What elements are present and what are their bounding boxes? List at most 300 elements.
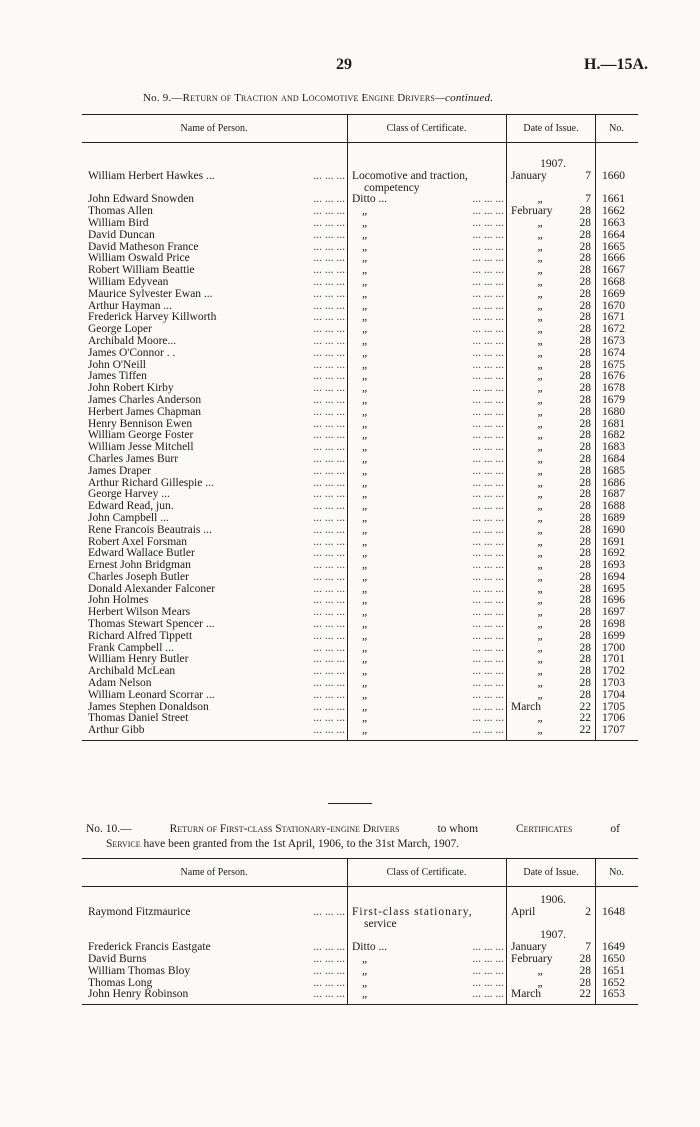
col-class-header: Class of Certificate. <box>348 859 507 887</box>
day-cell: 28 <box>579 370 591 383</box>
month-cell: „ <box>507 560 570 572</box>
leader-dots: ... ... ... <box>472 275 504 288</box>
leader-dots: ... ... ... <box>313 311 345 324</box>
number-cell: 1653 <box>596 989 639 1001</box>
leader-dots: ... ... ... <box>313 511 345 524</box>
person-name: John Holmes <box>88 594 149 607</box>
person-name: George Loper <box>88 323 152 336</box>
name-cell <box>82 525 348 537</box>
certificate-class-line1: Locomotive and traction, <box>352 169 468 182</box>
person-name: Thomas Long <box>88 976 153 989</box>
leader-dots: ... ... ... <box>472 653 504 666</box>
name-cell <box>82 513 348 525</box>
number-cell: 1665 <box>596 242 639 254</box>
leader-dots: ... ... ... <box>313 346 345 359</box>
leader-dots: ... ... ... <box>472 441 504 454</box>
leader-dots: ... ... ... <box>472 712 504 725</box>
number-cell: 1681 <box>596 419 639 431</box>
rule-cell <box>569 737 596 741</box>
page-number: 29 <box>336 56 352 73</box>
leader-dots: ... ... ... <box>313 264 345 277</box>
number-cell: 1676 <box>596 371 639 383</box>
month-cell: „ <box>507 324 570 336</box>
month-cell: „ <box>507 654 570 666</box>
person-name: David Duncan <box>88 228 155 241</box>
leader-dots: ... ... ... <box>313 653 345 666</box>
month-cell: „ <box>507 277 570 289</box>
month-cell: „ <box>507 395 570 407</box>
month-cell: „ <box>507 360 570 372</box>
leader-dots: ... ... ... <box>313 252 345 265</box>
person-name: John Campbell ... <box>88 511 169 524</box>
person-name: James Charles Anderson <box>88 393 202 406</box>
day-cell: 28 <box>579 559 591 572</box>
leader-dots: ... ... ... <box>472 216 504 229</box>
name-line <box>88 230 347 242</box>
rule-cell <box>82 737 348 741</box>
day-cell: 28 <box>579 594 591 607</box>
table10-body <box>82 887 638 1005</box>
person-name: William Jesse Mitchell <box>88 441 194 454</box>
number-cell: 1679 <box>596 395 639 407</box>
month-cell: „ <box>507 230 570 242</box>
table-row <box>82 725 638 737</box>
table-row <box>82 194 638 206</box>
person-name: Rene Francois Beautrais ... <box>88 523 212 536</box>
number-cell: 1670 <box>596 301 639 313</box>
day-cell: 22 <box>579 988 591 1001</box>
month-cell: „ <box>507 312 570 324</box>
month-cell: January <box>507 171 570 195</box>
number-cell: 1707 <box>596 725 639 737</box>
name-cell <box>82 348 348 360</box>
leader-dots: ... ... ... <box>313 299 345 312</box>
month-cell: „ <box>507 383 570 395</box>
day-cell: 28 <box>579 275 591 288</box>
month-cell: „ <box>507 265 570 277</box>
number-cell: 1699 <box>596 631 639 643</box>
person-name: David Matheson France <box>88 240 199 253</box>
table-row <box>82 954 638 966</box>
name-line <box>88 954 347 966</box>
certificate-class: „ <box>362 488 368 501</box>
table10-header-row <box>82 859 638 887</box>
name-line <box>88 525 347 537</box>
day-cell: 28 <box>579 311 591 324</box>
class-line <box>352 525 506 537</box>
person-name: Robert Axel Forsman <box>88 535 188 548</box>
number-cell: 1672 <box>596 324 639 336</box>
class-cell <box>348 513 507 525</box>
number-cell: 1667 <box>596 265 639 277</box>
number-cell: 1702 <box>596 666 639 678</box>
leader-dots: ... ... ... <box>313 559 345 572</box>
month-cell: „ <box>507 595 570 607</box>
leader-dots: ... ... ... <box>472 311 504 324</box>
name-line <box>88 407 347 419</box>
leader-dots: ... ... ... <box>313 582 345 595</box>
certificate-class: „ <box>362 370 368 383</box>
leader-dots: ... ... ... <box>313 941 345 954</box>
section-divider <box>328 803 372 804</box>
person-name: Archibald McLean <box>88 665 176 678</box>
month-cell: „ <box>507 501 570 513</box>
leader-dots: ... ... ... <box>472 382 504 395</box>
class-line <box>352 395 506 407</box>
leader-dots: ... ... ... <box>313 629 345 642</box>
leader-dots: ... ... ... <box>472 941 504 954</box>
class-line <box>352 725 506 737</box>
person-name: Maurice Sylvester Ewan ... <box>88 287 213 300</box>
leader-dots: ... ... ... <box>472 688 504 701</box>
certificate-class: „ <box>362 264 368 277</box>
person-name: James Tiffen <box>88 370 147 383</box>
month-cell: „ <box>507 631 570 643</box>
class-cell <box>348 289 507 301</box>
month-cell: „ <box>507 978 570 990</box>
day-cell: 28 <box>579 358 591 371</box>
person-name: Archibald Moore... <box>88 334 177 347</box>
class-line <box>352 989 506 1001</box>
day-cell: 22 <box>579 700 591 713</box>
class-cell <box>348 631 507 643</box>
table10-heading-title: Return of First-class Stationary-engine Drivers <box>169 823 400 835</box>
person-name: Arthur Richard Gillespie ... <box>88 476 214 489</box>
month-cell: „ <box>507 607 570 619</box>
person-name: Charles James Burr <box>88 452 179 465</box>
certificate-class: „ <box>362 606 368 619</box>
leader-dots: ... ... ... <box>472 523 504 536</box>
table-row <box>82 989 638 1001</box>
person-name: Arthur Gibb <box>88 724 145 737</box>
leader-dots: ... ... ... <box>472 476 504 489</box>
leader-dots: ... ... ... <box>313 535 345 548</box>
leader-dots: ... ... ... <box>313 547 345 560</box>
certificate-class: „ <box>362 216 368 229</box>
number-cell: 1662 <box>596 206 639 218</box>
leader-dots: ... ... ... <box>472 228 504 241</box>
leader-dots: ... ... ... <box>313 988 345 1001</box>
table-bottom-rule <box>82 1001 638 1005</box>
day-cell: 28 <box>579 264 591 277</box>
certificate-class: „ <box>362 346 368 359</box>
day-cell: 28 <box>579 417 591 430</box>
leader-dots: ... ... ... <box>313 452 345 465</box>
leader-dots: ... ... ... <box>313 334 345 347</box>
leader-dots: ... ... ... <box>472 700 504 713</box>
class-line <box>352 690 506 702</box>
person-name: Frederick Francis Eastgate <box>88 941 211 954</box>
class-cell <box>348 954 507 966</box>
number-cell: 1706 <box>596 713 639 725</box>
certificate-class: Ditto ... <box>352 941 388 954</box>
certificate-class: „ <box>362 964 368 977</box>
table-row <box>82 360 638 372</box>
certificate-class: „ <box>362 464 368 477</box>
name-line <box>88 277 347 289</box>
number-cell: 1673 <box>596 336 639 348</box>
leader-dots: ... ... ... <box>472 641 504 654</box>
table-row <box>82 348 638 360</box>
table-row <box>82 513 638 525</box>
table10-heading-of: of <box>610 823 620 835</box>
month-cell: „ <box>507 966 570 978</box>
name-line <box>88 395 347 407</box>
class-cell <box>348 725 507 737</box>
table10-heading-to-whom: to whom <box>437 823 479 835</box>
leader-dots: ... ... ... <box>472 511 504 524</box>
leader-dots: ... ... ... <box>313 393 345 406</box>
certificate-class: „ <box>362 240 368 253</box>
name-line <box>88 989 347 1001</box>
person-name: Donald Alexander Falconer <box>88 582 216 595</box>
number-cell: 1685 <box>596 466 639 478</box>
number-cell: 1691 <box>596 537 639 549</box>
day-cell: 28 <box>579 629 591 642</box>
class-cell <box>348 572 507 584</box>
name-cell <box>82 289 348 301</box>
month-cell: March <box>507 702 570 714</box>
name-line <box>88 631 347 643</box>
certificate-class: „ <box>362 311 368 324</box>
certificate-class: „ <box>362 712 368 725</box>
person-name: John Edward Snowden <box>88 193 195 206</box>
number-cell: 1705 <box>596 702 639 714</box>
day-cell: 28 <box>579 382 591 395</box>
table-row <box>82 454 638 466</box>
day-cell: 28 <box>579 511 591 524</box>
leader-dots: ... ... ... <box>313 724 345 737</box>
person-name: James Draper <box>88 464 151 477</box>
number-cell: 1666 <box>596 253 639 265</box>
class-cell <box>348 907 507 931</box>
number-cell: 1652 <box>596 978 639 990</box>
name-cell <box>82 690 348 702</box>
month-cell: „ <box>507 525 570 537</box>
class-line <box>352 289 506 301</box>
class-cell <box>348 407 507 419</box>
rule-cell <box>348 1001 507 1005</box>
month-cell: „ <box>507 537 570 549</box>
name-line <box>88 966 347 978</box>
leader-dots: ... ... ... <box>313 429 345 442</box>
day-cell: 28 <box>579 216 591 229</box>
name-cell <box>82 989 348 1001</box>
name-cell <box>82 631 348 643</box>
table-row <box>82 289 638 301</box>
certificate-class: „ <box>362 500 368 513</box>
certificate-class: „ <box>362 641 368 654</box>
day-cell: 28 <box>579 582 591 595</box>
month-cell: „ <box>507 371 570 383</box>
person-name: William Henry Butler <box>88 653 189 666</box>
leader-dots: ... ... ... <box>313 216 345 229</box>
certificate-class-line2: service <box>364 917 397 930</box>
table-row <box>82 713 638 725</box>
name-cell <box>82 725 348 737</box>
leader-dots: ... ... ... <box>472 264 504 277</box>
month-cell: „ <box>507 489 570 501</box>
certificate-class: „ <box>362 334 368 347</box>
number-cell: 1692 <box>596 548 639 560</box>
leader-dots: ... ... ... <box>472 452 504 465</box>
month-cell: „ <box>507 442 570 454</box>
number-cell: 1687 <box>596 489 639 501</box>
leader-dots: ... ... ... <box>472 964 504 977</box>
table-row <box>82 230 638 242</box>
leader-dots: ... ... ... <box>472 287 504 300</box>
leader-dots: ... ... ... <box>313 488 345 501</box>
person-name: Edward Read, jun. <box>88 500 174 513</box>
table-row <box>82 966 638 978</box>
leader-dots: ... ... ... <box>472 547 504 560</box>
leader-dots: ... ... ... <box>472 417 504 430</box>
leader-dots: ... ... ... <box>472 393 504 406</box>
class-cell <box>348 466 507 478</box>
col-name-header: Name of Person. <box>82 859 348 887</box>
name-line <box>88 171 347 183</box>
person-name: Robert William Beattie <box>88 264 195 277</box>
person-name: Adam Nelson <box>88 677 152 690</box>
leader-dots: ... ... ... <box>313 700 345 713</box>
leader-dots: ... ... ... <box>472 582 504 595</box>
certificate-class: „ <box>362 205 368 218</box>
certificate-class: „ <box>362 547 368 560</box>
person-name: John Robert Kirby <box>88 382 174 395</box>
leader-dots: ... ... ... <box>472 358 504 371</box>
leader-dots: ... ... ... <box>313 641 345 654</box>
day-cell: 28 <box>579 464 591 477</box>
certificate-class: „ <box>362 976 368 989</box>
certificate-class: „ <box>362 228 368 241</box>
month-cell: „ <box>507 454 570 466</box>
table10-heading <box>86 822 620 852</box>
name-line <box>88 907 347 919</box>
number-cell: 1663 <box>596 218 639 230</box>
number-cell: 1668 <box>596 277 639 289</box>
table9-heading-title: Return of Traction and Locomotive Engine Drivers <box>182 92 436 104</box>
certificate-class: Ditto ... <box>352 193 388 206</box>
leader-dots: ... ... ... <box>313 976 345 989</box>
leader-dots: ... ... ... <box>472 618 504 631</box>
month-cell: „ <box>507 242 570 254</box>
table-row <box>82 277 638 289</box>
leader-dots: ... ... ... <box>472 535 504 548</box>
class-cell <box>348 336 507 348</box>
class-cell <box>348 525 507 537</box>
number-cell: 1684 <box>596 454 639 466</box>
page-code: H.—15A. <box>584 56 648 73</box>
certificate-class: „ <box>362 252 368 265</box>
person-name: Richard Alfred Tippett <box>88 629 193 642</box>
person-name: William Edyvean <box>88 275 169 288</box>
name-line <box>88 336 347 348</box>
class-cell <box>348 218 507 230</box>
leader-dots: ... ... ... <box>313 952 345 965</box>
month-cell: „ <box>507 348 570 360</box>
certificate-class: „ <box>362 988 368 1001</box>
col-date-header: Date of Issue. <box>507 115 596 143</box>
table-row <box>82 572 638 584</box>
leader-dots: ... ... ... <box>313 594 345 607</box>
number-cell: 1682 <box>596 430 639 442</box>
certificate-class-line1: First-class stationary, <box>352 905 473 918</box>
table-row <box>82 407 638 419</box>
day-cell: 28 <box>579 653 591 666</box>
certificate-class: „ <box>362 582 368 595</box>
month-cell: „ <box>507 666 570 678</box>
leader-dots: ... ... ... <box>313 905 345 918</box>
month-cell: January <box>507 942 570 954</box>
name-cell <box>82 466 348 478</box>
day-cell: 28 <box>579 299 591 312</box>
certificate-class: „ <box>362 629 368 642</box>
leader-dots: ... ... ... <box>313 417 345 430</box>
class-line <box>352 966 506 978</box>
table-row <box>82 218 638 230</box>
person-name: Ernest John Bridgman <box>88 559 191 572</box>
leader-dots: ... ... ... <box>472 724 504 737</box>
rule-cell <box>82 1001 348 1005</box>
certificate-class: „ <box>362 429 368 442</box>
table-row <box>82 206 638 218</box>
table-row <box>82 584 638 596</box>
table-row <box>82 690 638 702</box>
name-cell <box>82 218 348 230</box>
year-label: 1907. <box>507 159 596 171</box>
leader-dots: ... ... ... <box>472 976 504 989</box>
leader-dots: ... ... ... <box>472 205 504 218</box>
class-line <box>352 513 506 525</box>
day-cell: 28 <box>579 252 591 265</box>
number-cell: 1683 <box>596 442 639 454</box>
person-name: William George Foster <box>88 429 194 442</box>
certificate-class: „ <box>362 535 368 548</box>
month-cell: „ <box>507 419 570 431</box>
month-cell: „ <box>507 301 570 313</box>
person-name: William Oswald Price <box>88 252 190 265</box>
leader-dots: ... ... ... <box>472 629 504 642</box>
number-cell: 1675 <box>596 360 639 372</box>
year-label: 1906. <box>507 895 596 907</box>
person-name: James Stephen Donaldson <box>88 700 209 713</box>
leader-dots: ... ... ... <box>313 464 345 477</box>
month-cell: „ <box>507 713 570 725</box>
person-name: William Herbert Hawkes ... <box>88 169 215 182</box>
number-cell: 1703 <box>596 678 639 690</box>
name-cell <box>82 336 348 348</box>
number-cell: 1694 <box>596 572 639 584</box>
month-cell: „ <box>507 725 570 737</box>
leader-dots: ... ... ... <box>313 476 345 489</box>
number-cell: 1696 <box>596 595 639 607</box>
person-name: Henry Bennison Ewen <box>88 417 193 430</box>
month-cell: „ <box>507 218 570 230</box>
certificate-class: „ <box>362 952 368 965</box>
leader-dots: ... ... ... <box>313 287 345 300</box>
leader-dots: ... ... ... <box>472 370 504 383</box>
leader-dots: ... ... ... <box>472 323 504 336</box>
class-line <box>352 230 506 242</box>
month-cell: „ <box>507 584 570 596</box>
certificate-class: „ <box>362 452 368 465</box>
month-cell: „ <box>507 548 570 560</box>
table9-body <box>82 143 638 741</box>
leader-dots: ... ... ... <box>313 228 345 241</box>
leader-dots: ... ... ... <box>472 193 504 206</box>
leader-dots: ... ... ... <box>313 606 345 619</box>
number-cell: 1690 <box>596 525 639 537</box>
